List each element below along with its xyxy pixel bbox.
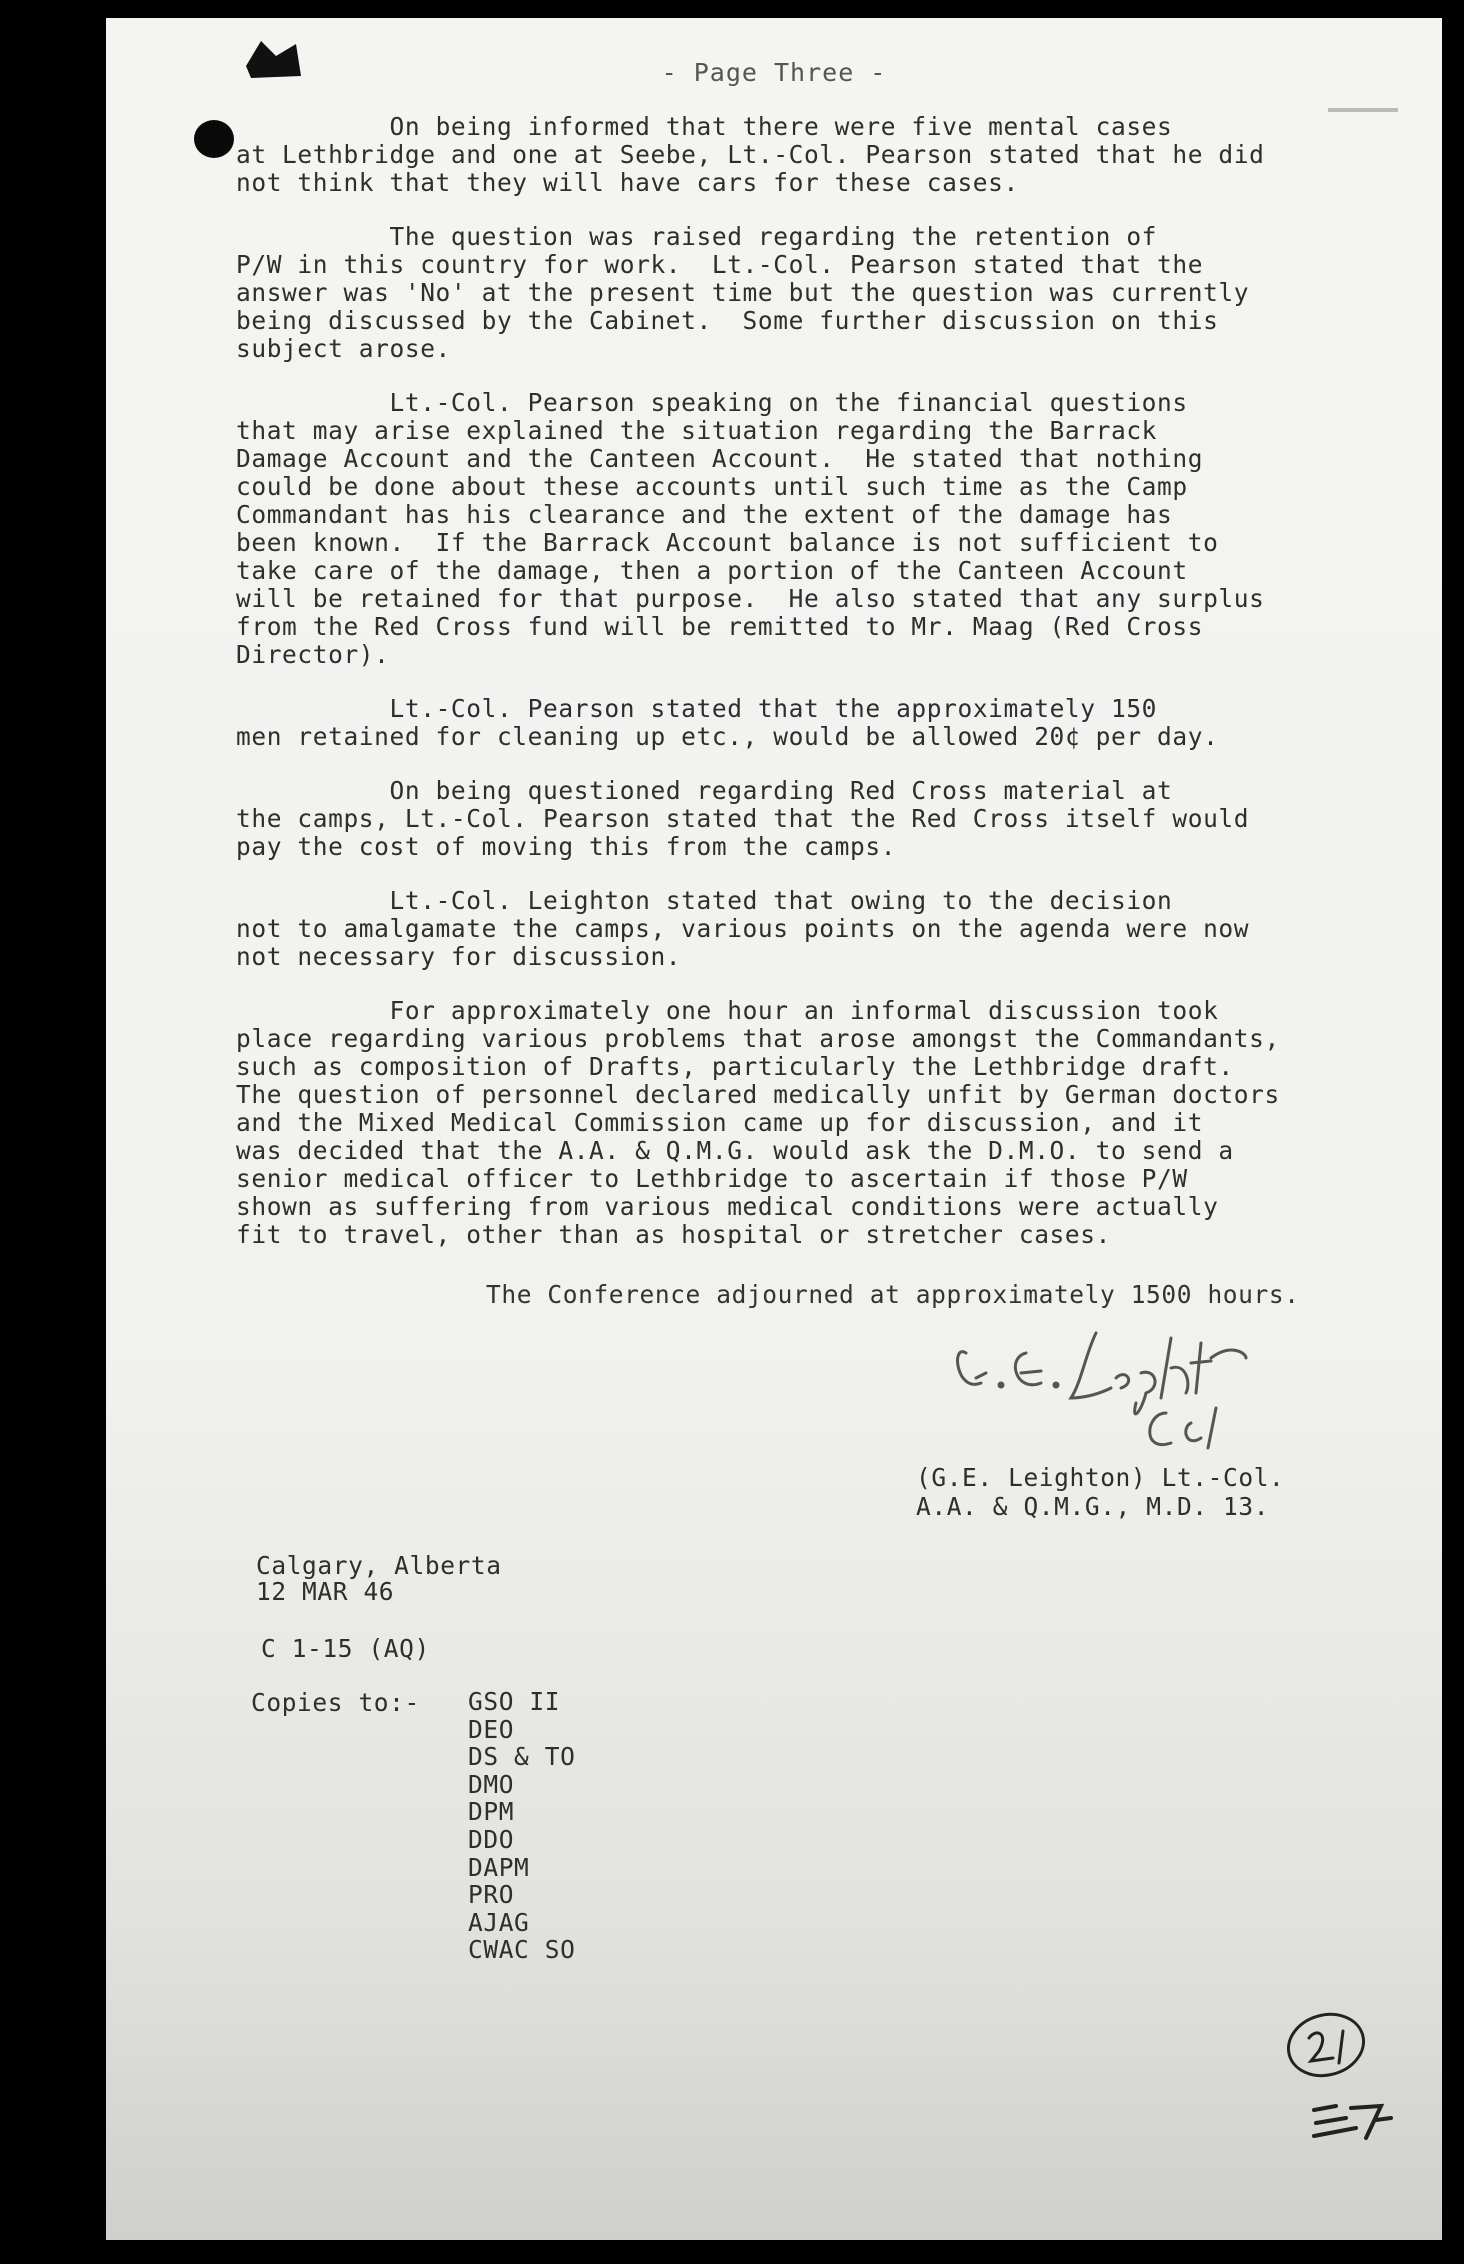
- copy-recipient: DDO: [468, 1824, 515, 1854]
- document-page: [106, 18, 1442, 2240]
- copy-recipient: AJAG: [468, 1907, 530, 1937]
- copy-recipient: GSO II: [468, 1687, 561, 1716]
- ink-stamp-mark: [1306, 2098, 1396, 2148]
- copy-recipient: PRO: [468, 1880, 515, 1910]
- place: Calgary, Alberta: [256, 1551, 502, 1580]
- copy-recipient: CWAC SO: [468, 1935, 576, 1965]
- copy-recipient: DS & TO: [468, 1742, 576, 1772]
- paragraph: Lt.-Col. Leighton stated that owing to the decision not to amalgamate the camps, various points on the agenda were now not necessary for discussion.: [236, 886, 1250, 971]
- margin-stroke: [1328, 108, 1398, 112]
- signatory-name: (G.E. Leighton) Lt.-Col.: [916, 1463, 1285, 1492]
- handwritten-signature: [946, 1313, 1366, 1463]
- paragraph: On being informed that there were five mental cases at Lethbridge and one at Seebe, Lt.-Col. Pearson stated that he did not think that they will have cars for these cases.: [236, 112, 1265, 197]
- copy-recipient: DAPM: [468, 1852, 530, 1882]
- paragraph: For approximately one hour an informal discussion took place regarding various problems that arose amongst the Commandants, such as composition of Drafts, particularly the Lethbridge draft. The question of personnel declared medically unfit by German doctors and the Mixed Medical Commission came up for discussion, and it was decided that the A.A. & Q.M.G. would ask the D.M.O. to send a senior medical officer to Lethbridge to ascertain if those P/W shown as suffering from various medical conditions were actually fit to travel, other than as hospital or stretcher cases.: [236, 996, 1280, 1249]
- page-header: - Page Three -: [661, 58, 887, 87]
- copies-label: Copies to:-: [251, 1688, 420, 1717]
- date: 12 MAR 46: [256, 1577, 395, 1606]
- copies-list: [468, 1688, 575, 1964]
- signature-block: [916, 1463, 1284, 1521]
- signatory-title: A.A. & Q.M.G., M.D. 13.: [916, 1492, 1270, 1521]
- punch-hole: [194, 120, 234, 158]
- body-text: [236, 113, 1406, 1275]
- paragraph: Lt.-Col. Pearson speaking on the financial questions that may arise explained the situation regarding the Barrack Damage Account and the Canteen Account. He stated that nothing could be done about these accounts until such time as the Camp Commandant has his clearance and the extent of the damage has been known. If the Barrack Account balance is not sufficient to take care of the damage, then a portion of the Canteen Account will be retained for that purpose. He also stated that any surplus from the Red Cross fund will be remitted to Mr. Maag (Red Cross Director).: [236, 388, 1265, 669]
- paragraph: On being questioned regarding Red Cross material at the camps, Lt.-Col. Pearson stated that the Red Cross itself would pay the cost of moving this from the camps.: [236, 776, 1250, 861]
- file-reference: C 1-15 (AQ): [261, 1634, 430, 1663]
- paragraph: Lt.-Col. Pearson stated that the approximately 150 men retained for cleaning up etc., would be allowed 20¢ per day.: [236, 694, 1219, 751]
- paragraph: The question was raised regarding the retention of P/W in this country for work. Lt.-Col. Pearson stated that the answer was 'No' at the present time but the question was currently being discussed by the Cabinet. Some further discussion on this subject arose.: [236, 222, 1250, 363]
- place-date-block: [256, 1553, 502, 1605]
- copy-recipient: DMO: [468, 1769, 515, 1799]
- copy-recipient: DPM: [468, 1797, 515, 1827]
- handwritten-page-number: [1281, 2003, 1381, 2083]
- copy-recipient: DEO: [468, 1714, 515, 1744]
- adjournment-line: The Conference adjourned at approximately 1500 hours.: [486, 1280, 1300, 1309]
